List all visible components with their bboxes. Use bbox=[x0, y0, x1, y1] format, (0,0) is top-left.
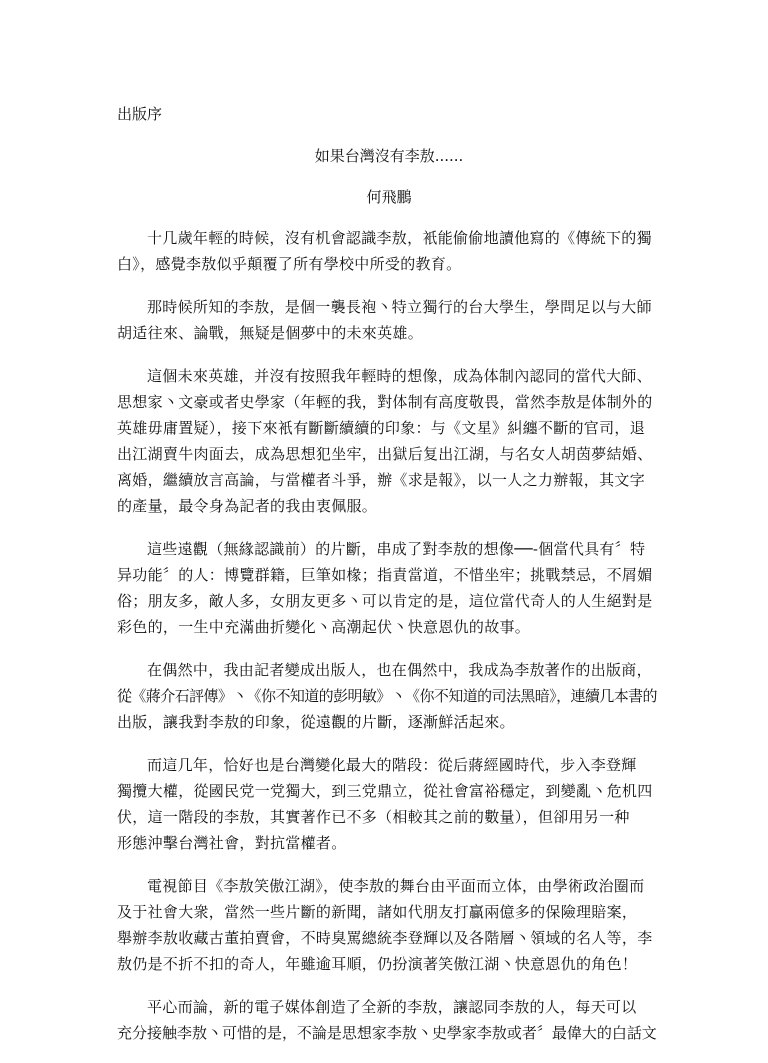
paragraph-line: 思想家丶文豪或者史學家（年輕的我，對体制有高度敬畏，當然李敖是体制外的 bbox=[117, 393, 653, 411]
paragraph-line: 那時候所知的李敖，是個一襲長袍丶特立獨行的台大學生，學問足以与大師 bbox=[147, 298, 652, 316]
paragraph-line: 英雄毋庸置疑），接下來衹有斷斷續續的印象：与《文星》糾纏不斷的官司，退 bbox=[117, 419, 646, 437]
author-name: 何飛鵬 bbox=[366, 188, 412, 206]
paragraph-line: 胡适往來、論戰，無疑是個夢中的未來英雄。 bbox=[117, 324, 424, 342]
paragraph-line: 及于社會大衆，當然一些片斷的新聞，諸如代朋友打贏兩億多的保險理賠案， bbox=[117, 903, 638, 921]
paragraph-line: 的產量，最令身為記者的我由衷佩服。 bbox=[117, 497, 378, 515]
paragraph bbox=[117, 752, 657, 856]
paragraph-line: 彩色的，一生中充滿曲折變化丶高潮起伏丶快意恩仇的故事。 bbox=[117, 618, 531, 636]
paragraph-line: 平心而論，新的電子媒体創造了全新的李敖，讓認同李敖的人，每天可以 bbox=[147, 998, 637, 1016]
paragraph bbox=[117, 536, 657, 640]
paragraph bbox=[117, 873, 657, 977]
paragraph-line: 异功能〞的人：博覽群籍，巨筆如椽；指責當道，不惜坐牢；挑戰禁忌，不屑媚 bbox=[117, 566, 653, 584]
paragraph bbox=[117, 363, 657, 519]
paragraph-line: 伏，這一階段的李敖，其實著作已不多（相較其之前的數量），但卻用另一种 bbox=[117, 808, 630, 826]
paragraph-line: 离婚，繼續放言高論，与當權者斗爭，辦《求是報》，以一人之力辦報，其文字 bbox=[117, 471, 646, 489]
paragraph-line: 充分接触李敖丶可惜的是，不論是思想家李敖丶史學家李敖或者〞最偉大的白話文 bbox=[117, 1024, 657, 1042]
paragraph-line: 敖仍是不折不扣的奇人，年雖逾耳順，仍扮演著笑傲江湖丶快意恩仇的角色！ bbox=[117, 955, 638, 973]
body-text bbox=[117, 225, 657, 1063]
paragraph-line: 舉辦李敖收藏古董拍賣會，不時臭罵總統李登輝以及各階層丶領域的名人等，李 bbox=[117, 929, 653, 947]
paragraph bbox=[117, 657, 657, 735]
paragraph-line: 出版，讓我對李敖的印象，從遠觀的片斷，逐漸鮮活起來。 bbox=[117, 713, 515, 731]
paragraph-line: 獨攬大權，從國民党一党獨大，到三党鼎立，從社會富裕穩定，到變亂丶危机四 bbox=[117, 782, 653, 800]
paragraph-line: 電視節目《李敖笑傲江湖》，使李敖的舞台由平面而立体，由學術政治圈而 bbox=[147, 877, 645, 895]
paragraph-line: 俗；朋友多，敵人多，女朋友更多丶可以肯定的是，這位當代奇人的人生絕對是 bbox=[117, 592, 653, 610]
paragraph-line: 十几歲年輕的時候，沒有机會認識李敖，衹能偷偷地讀他寫的《傳統下的獨 bbox=[147, 229, 652, 247]
paragraph bbox=[117, 994, 657, 1046]
paragraph-line: 而這几年，恰好也是台灣變化最大的階段：從后蔣經國時代，步入李登輝 bbox=[147, 756, 637, 774]
paragraph-line: 在偶然中，我由記者變成出版人，也在偶然中，我成為李敖著作的出版商， bbox=[147, 661, 652, 679]
paragraph-line: 出江湖賣牛肉面去，成為思想犯坐牢，出獄后复出江湖，与名女人胡茵夢結婚、 bbox=[117, 445, 653, 463]
paragraph-line: 白》，感覺李敖似乎顛覆了所有學校中所受的教育。 bbox=[117, 255, 462, 273]
paragraph-line: 從《蔣介石評傳》丶《你不知道的彭明敏》丶《你不知道的司法黑暗》，連續几本書的 bbox=[117, 687, 657, 705]
paragraph-line: 形態沖擊台灣社會，對抗當權者。 bbox=[117, 834, 347, 852]
paragraph bbox=[117, 225, 657, 277]
paragraph-line: 這個未來英雄，并沒有按照我年輕時的想像，成為体制內認同的當代大師、 bbox=[147, 367, 652, 385]
section-label: 出版序 bbox=[117, 105, 163, 123]
paragraph-line: 這些遠觀（無緣認識前）的片斷，串成了對李敖的想像──-個當代具有〞特 bbox=[147, 540, 646, 558]
document-title: 如果台灣沒有李敖...... bbox=[314, 147, 464, 165]
paragraph bbox=[117, 294, 657, 346]
